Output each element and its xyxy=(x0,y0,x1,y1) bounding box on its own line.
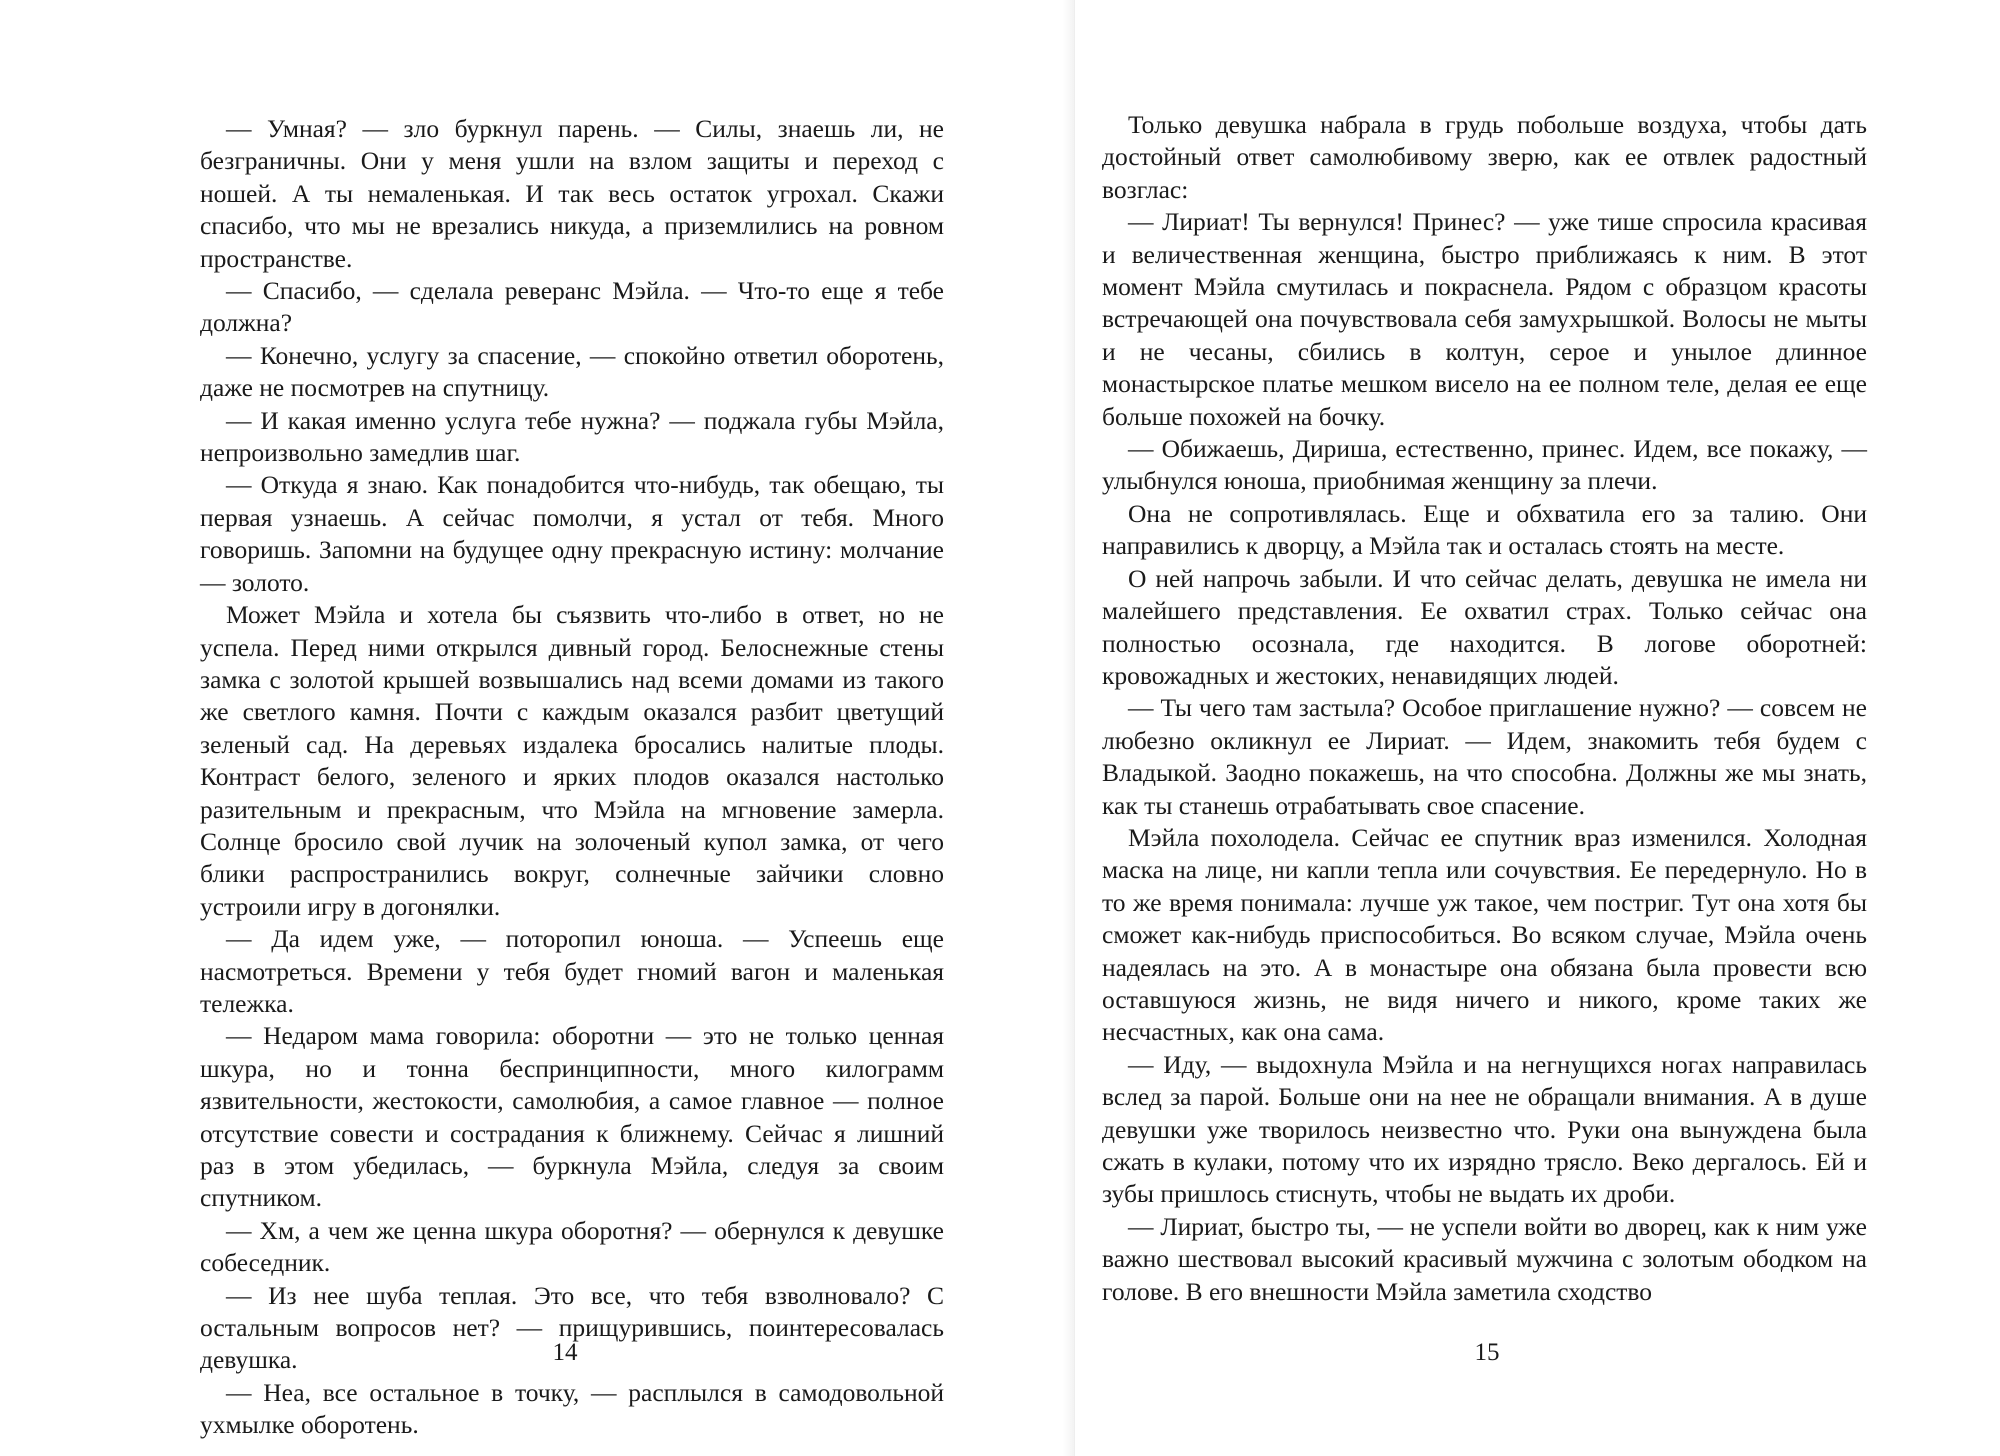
left-page-text xyxy=(200,113,944,1442)
page-number-right: 15 xyxy=(1474,1339,1500,1366)
paragraph: — Да идем уже, — поторопил юноша. — Успеешь еще насмотреться. Времени у тебя будет гномий вагон и маленькая тележка. xyxy=(200,924,944,1018)
paragraph: — Ты чего там застыла? Особое приглашение нужно? — совсем не любезно окликнул ее Лириат. — Идем, знакомить тебя будем с Владыкой. Заодно покажешь, на что способна. Должны же мы знать, как ты станешь отрабатывать свое спасение. xyxy=(1102,693,1867,820)
paragraph: — Лириат, быстро ты, — не успели войти во дворец, как к ним уже важно шествовал высокий красивый мужчина с золотым ободком на голове. В его внешности Мэйла заметила сходство xyxy=(1102,1211,1867,1306)
right-page xyxy=(1075,0,2000,1456)
page-number-left: 14 xyxy=(552,1339,578,1366)
paragraph: Мэйла похолодела. Сейчас ее спутник враз изменился. Холодная маска на лице, ни капли тепла или сочувствия. Ее передернуло. Но в то же время понимала: лучше уж такое, чем постриг. Тут она хотя бы сможет как-нибудь приспособиться. Во всяком случае, Мэйла очень надеялась на это. А в монастыре она обязана была провести всю оставшуюся жизнь, не видя ничего и никого, кроме таких же несчастных, как она сама. xyxy=(1102,822,1867,1047)
paragraph: — Недаром мама говорила: оборотни — это не только ценная шкура, но и тонна беспринципности, много килограмм язвительности, жестокости, самолюбия, а самое главное — полное отсутствие совести и сострадания к ближнему. Сейчас я лишний раз в этом убедилась, — буркнула Мэйла, следуя за своим спутником. xyxy=(200,1021,944,1213)
paragraph: — Умная? — зло буркнул парень. — Силы, знаешь ли, не безграничны. Они у меня ушли на взлом защиты и переход с ношей. А ты немаленькая. И так весь остаток угрохал. Скажи спасибо, что мы не врезались никуда, а приземлились на ровном пространстве. xyxy=(200,114,944,273)
paragraph: — И какая именно услуга тебе нужна? — поджала губы Мэйла, непроизвольно замедлив шаг. xyxy=(200,405,944,468)
paragraph: — Лириат! Ты вернулся! Принес? — уже тише спросила красивая и величественная женщина, быстро приближаясь к ним. В этот момент Мэйла смутилась и покраснела. Рядом с образцом красоты встречающей она почувствовала себя замухрышкой. Волосы не мыты и не чесаны, сбились в колтун, серое и унылое длинное монастырское платье мешком висело на ее полном теле, делая ее еще больше похожей на бочку. xyxy=(1102,207,1867,431)
paragraph: — Откуда я знаю. Как понадобится что-нибудь, так обещаю, ты первая узнаешь. А сейчас помолчи, я устал от тебя. Много говоришь. Запомни на будущее одну прекрасную истину: молчание — золото. xyxy=(200,470,944,597)
paragraph: Она не сопротивлялась. Еще и обхватила его за талию. Они направились к дворцу, а Мэйла так и осталась стоять на месте. xyxy=(1102,498,1867,561)
paragraph: — Иду, — выдохнула Мэйла и на негнущихся ногах направилась вслед за парой. Больше они на нее не обращали внимания. А в душе девушки уже творилось неизвестно что. Руки она вынуждена была сжать в кулаки, потому что их изрядно трясло. Веко дергалось. Ей и зубы пришлось стиснуть, чтобы не выдать их дроби. xyxy=(1102,1049,1867,1209)
paragraph: — Спасибо, — сделала реверанс Мэйла. — Что-то еще я тебе должна? xyxy=(200,276,944,338)
paragraph: — Конечно, услугу за спасение, — спокойно ответил оборотень, даже не посмотрев на спутницу. xyxy=(200,340,944,403)
paragraph: Только девушка набрала в грудь побольше воздуха, чтобы дать достойный ответ самолюбивому зверю, как ее отвлек радостный возглас: xyxy=(1102,110,1867,204)
paragraph: — Обижаешь, Дириша, естественно, принес. Идем, все покажу, — улыбнулся юноша, приобнимая женщину за плечи. xyxy=(1102,434,1867,496)
paragraph: — Неа, все остальное в точку, — расплылся в самодовольной ухмылке оборотень. xyxy=(200,1377,944,1440)
paragraph: О ней напрочь забыли. И что сейчас делать, девушка не имела ни малейшего представления. Ее охватил страх. Только сейчас она полностью осознала, где находится. В логове оборотней: кровожадных и жестоких, ненавидящих людей. xyxy=(1102,563,1867,690)
paragraph: — Хм, а чем же ценна шкура оборотня? — обернулся к девушке собеседник. xyxy=(200,1215,944,1278)
paragraph: Может Мэйла и хотела бы съязвить что-либо в ответ, но не успела. Перед ними открылся дивный город. Белоснежные стены замка с золотой крышей возвышались над всеми домами из такого же светлого камня. Почти с каждым оказался разбит цветущий зеленый сад. На деревьях издалека бросались налитые плоды. Контраст белого, зеленого и ярких плодов оказался настолько разительным и прекрасным, что Мэйла на мгновение замерла. Солнце бросило свой лучик на золоченый купол замка, от чего блики распространились вокруг, солнечные зайчики словно устроили игру в догонялки. xyxy=(200,600,944,921)
paragraph: — Из нее шуба теплая. Это все, что тебя взволновало? С остальным вопросов нет? — прищурившись, поинтересовалась девушка. xyxy=(200,1280,944,1375)
right-page-text xyxy=(1102,109,1867,1308)
